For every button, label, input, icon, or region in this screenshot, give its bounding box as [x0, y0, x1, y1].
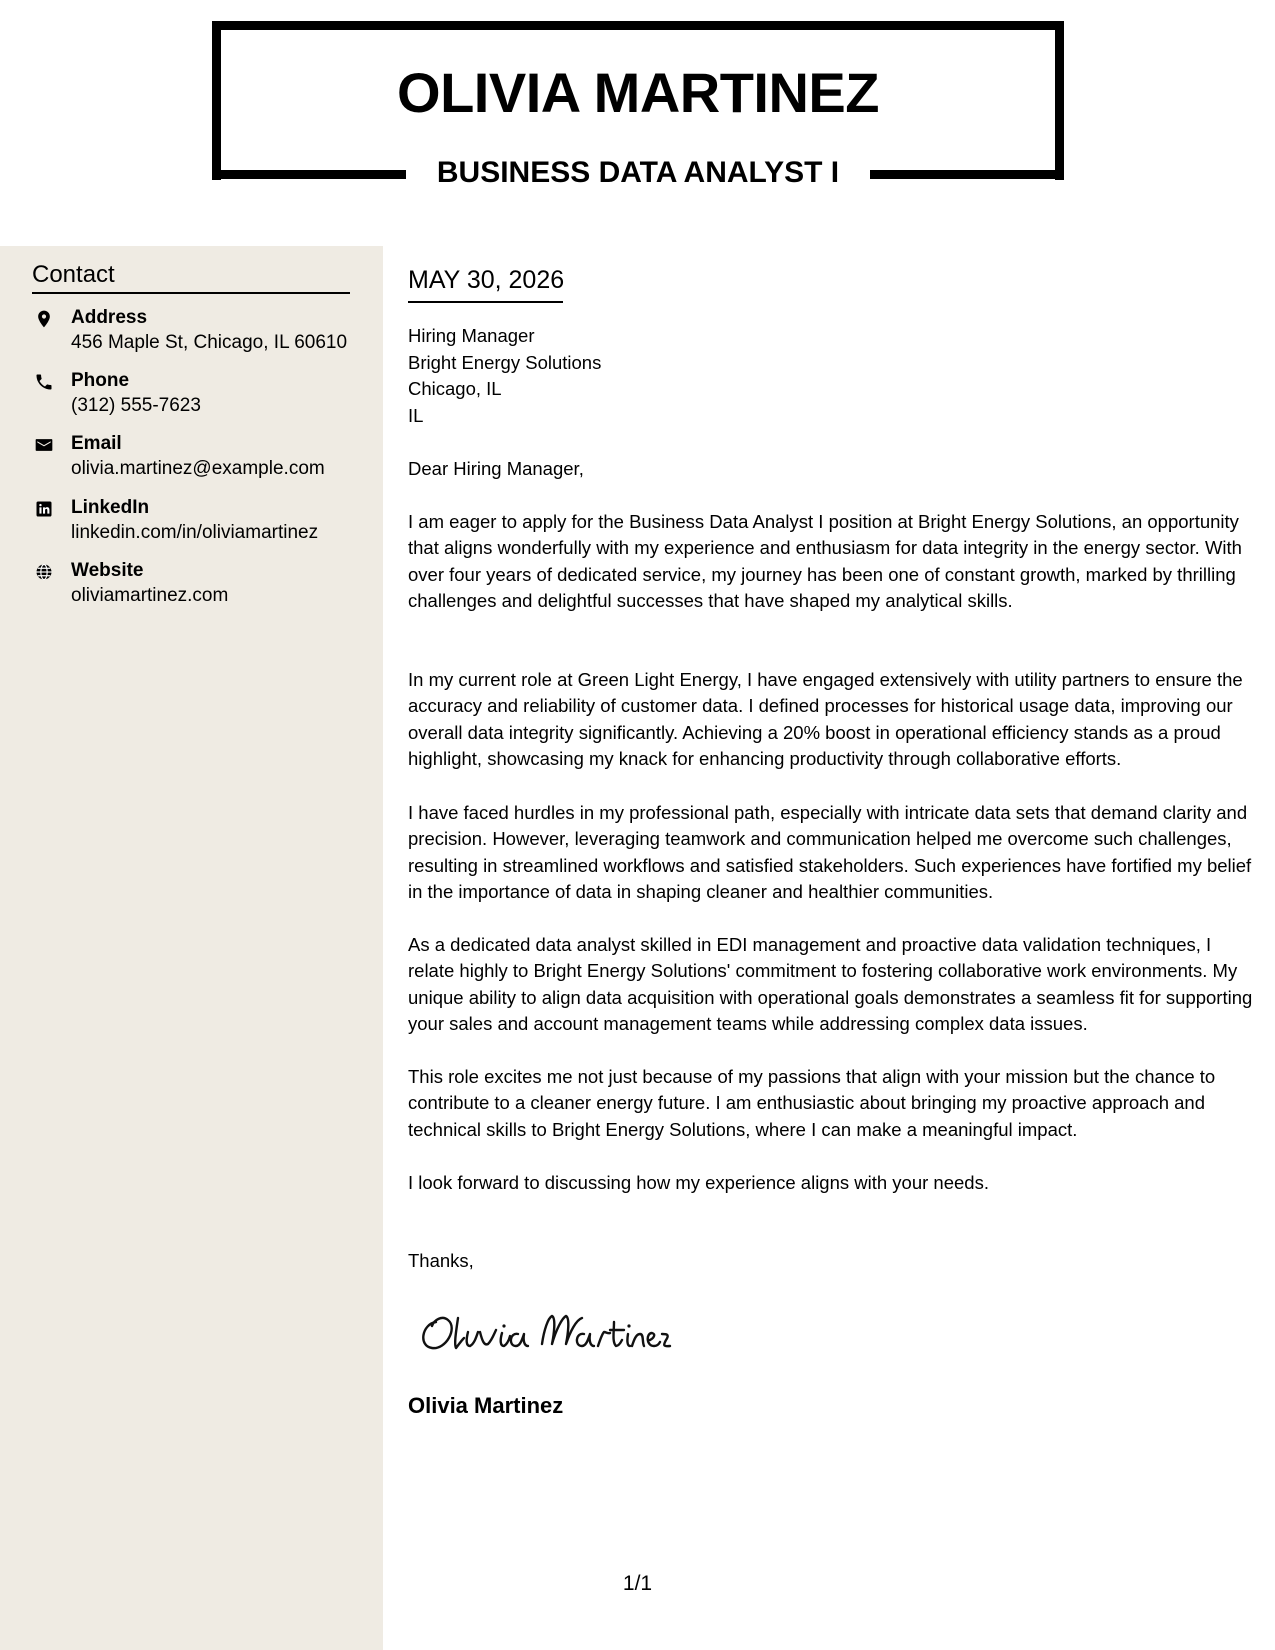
recipient-block [408, 323, 601, 429]
contact-value-address: 456 Maple St, Chicago, IL 60610 [71, 332, 348, 353]
body-paragraph: This role excites me not just because of my passions that align with your mission but the chance to contribute to a cleaner energy future. I am enthusiastic about bringing my proactive approach and technical skills to Bright Energy Solutions, where I can make a meaningful impact. [408, 1066, 1216, 1140]
contact-label: Address [71, 307, 148, 328]
contact-value-website: oliviamartinez.com [71, 585, 229, 606]
letter-date: MAY 30, 2026 [408, 266, 565, 294]
phone-icon [34, 372, 54, 392]
linkedin-icon [34, 499, 54, 519]
location-pin-icon [34, 309, 54, 329]
contact-divider [32, 292, 350, 294]
signer-name: Olivia Martinez [408, 1393, 564, 1418]
recipient-line: Chicago, IL [408, 378, 502, 399]
recipient-line: IL [408, 404, 424, 426]
recipient-line: Bright Energy Solutions [408, 351, 602, 373]
contact-label: Website [71, 560, 144, 581]
salutation: Dear Hiring Manager, [408, 458, 584, 479]
handwritten-signature [414, 1300, 674, 1360]
globe-icon [34, 562, 54, 582]
body-paragraph: In my current role at Green Light Energy, I have engaged extensively with utility partners to ensure the accuracy and reliability of customer data. I defined processes for historical usage data, improving our overall data integrity significantly. Achieving a 20% boost in operational efficiency stands as a proud highlight, showcasing my knack for enhancing productivity through collaborative efforts. [408, 669, 1243, 770]
recipient-line: Hiring Manager [408, 325, 535, 346]
contact-label: Email [71, 433, 122, 454]
body-paragraph: As a dedicated data analyst skilled in EDI management and proactive data validation techniques, I relate highly to Bright Energy Solutions' commitment to fostering collaborative work environments. My unique ability to align data acquisition with operational goals demonstrates a seamless fit for supporting your sales and account management teams while addressing complex data issues. [408, 934, 1253, 1035]
contact-value-phone: (312) 555-7623 [71, 395, 201, 416]
body-paragraph: I am eager to apply for the Business Data Analyst I position at Bright Energy Solutions, an opportunity that aligns wonderfully with my experience and enthusiasm for data integrity in the energy sector. With over four years of dedicated service, my journey has been one of constant growth, marked by thrilling challenges and delightful successes that have shaped my analytical skills. [408, 511, 1242, 612]
job-title: BUSINESS DATA ANALYST I [436, 156, 840, 189]
contact-value-linkedin: linkedin.com/in/oliviamartinez [71, 522, 319, 543]
contact-heading: Contact [32, 261, 115, 288]
contact-value-email: olivia.martinez@example.com [71, 458, 325, 479]
contact-label: LinkedIn [71, 497, 150, 518]
closing: Thanks, [408, 1250, 474, 1271]
envelope-icon [34, 435, 54, 455]
date-underline [408, 301, 563, 303]
body-paragraph: I have faced hurdles in my professional path, especially with intricate data sets that demand clarity and precision. However, leveraging teamwork and communication helped me overcome such challenges, resulting in streamlined workflows and satisfied stakeholders. Such experiences have fortified my belief in the importance of data in shaping cleaner and healthier communities. [408, 802, 1252, 903]
contact-label: Phone [71, 370, 130, 391]
body-paragraph: I look forward to discussing how my experience aligns with your needs. [408, 1172, 989, 1193]
applicant-name: OLIVIA MARTINEZ [397, 61, 879, 124]
page-number: 1/1 [622, 1572, 653, 1595]
